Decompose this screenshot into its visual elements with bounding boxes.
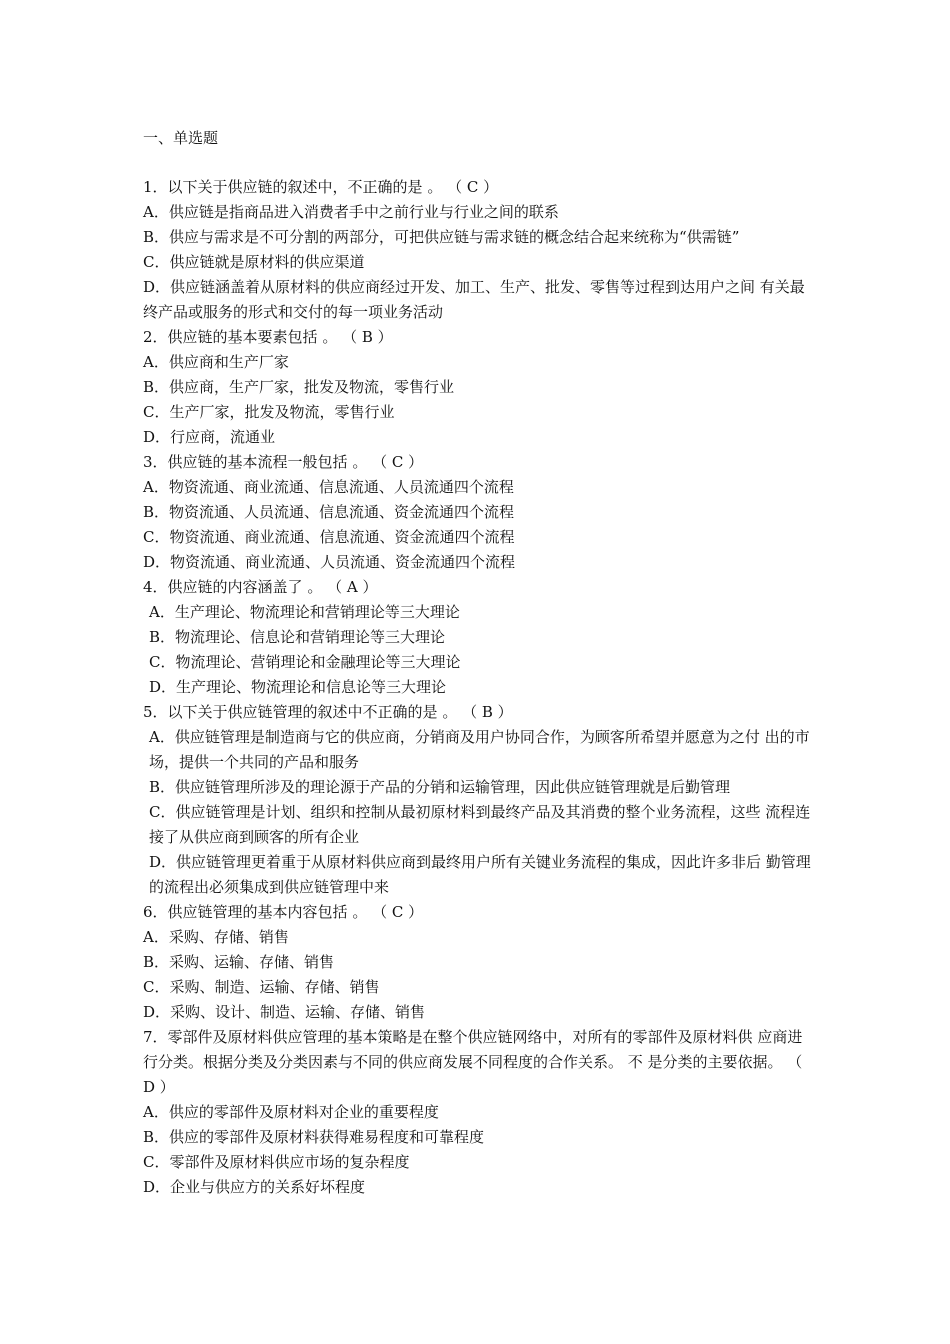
question-stem: 2．供应链的基本要素包括 。 （ B ） [143,328,393,346]
question-option: C．物资流通、商业流通、信息流通、资金流通四个流程 [143,528,515,546]
question-option: D．供应链管理更着重于从原材料供应商到最终用户所有关键业务流程的集成，因此许多非后 勤管理的流程出必须集成到供应链管理中来 [149,853,811,896]
question-option: D．生产理论、物流理论和信息论等三大理论 [149,678,447,696]
question-block-1 [143,175,815,325]
question-option: A．供应链是指商品进入消费者手中之前行业与行业之间的联系 [143,203,559,221]
question-block-4 [143,575,815,700]
question-option: A．生产理论、物流理论和营销理论等三大理论 [149,603,460,621]
question-block-6 [143,900,815,1025]
question-option: B．供应商，生产厂家，批发及物流，零售行业 [143,378,455,396]
question-block-2 [143,325,815,450]
question-option: A．供应链管理是制造商与它的供应商，分销商及用户协同合作，为顾客所希望并愿意为之付 出的市场，提供一个共同的产品和服务 [149,728,810,771]
question-block-3 [143,450,815,575]
question-option: B．物流理论、信息论和营销理论等三大理论 [149,628,446,646]
question-option: D．企业与供应方的关系好坏程度 [143,1178,366,1196]
question-option: C．采购、制造、运输、存储、销售 [143,978,380,996]
question-stem: 1．以下关于供应链的叙述中，不正确的是 。 （ C ） [143,178,499,196]
document-content [143,126,815,1200]
question-option: D．供应链涵盖着从原材料的供应商经过开发、加工、生产、批发、零售等过程到达用户之间 有关最终产品或服务的形式和交付的每一项业务活动 [143,278,805,321]
question-stem: 5．以下关于供应链管理的叙述中不正确的是 。 （ B ） [143,703,513,721]
section-title: 一、单选题 [143,129,219,147]
question-option: C．物流理论、营销理论和金融理论等三大理论 [149,653,461,671]
question-option: B．供应与需求是不可分割的两部分，可把供应链与需求链的概念结合起来统称为“供需链” [143,228,740,246]
question-option: B．采购、运输、存储、销售 [143,953,335,971]
question-option: B．供应的零部件及原材料获得难易程度和可靠程度 [143,1128,485,1146]
question-stem: 3．供应链的基本流程一般包括 。 （ C ） [143,453,424,471]
question-option: A．供应商和生产厂家 [143,353,289,371]
question-block-5 [143,700,815,900]
question-option: B．物资流通、人员流通、信息流通、资金流通四个流程 [143,503,515,521]
question-option: A．供应的零部件及原材料对企业的重要程度 [143,1103,439,1121]
question-option: C．零部件及原材料供应市场的复杂程度 [143,1153,410,1171]
question-stem: 4．供应链的内容涵盖了 。 （ A ） [143,578,378,596]
question-option: C．生产厂家，批发及物流，零售行业 [143,403,395,421]
question-option: C．供应链管理是计划、组织和控制从最初原材料到最终产品及其消费的整个业务流程，这些 流程连接了从供应商到顾客的所有企业 [149,803,811,846]
question-option: D．行应商，流通业 [143,428,276,446]
question-option: C．供应链就是原材料的供应渠道 [143,253,365,271]
question-option: D．物资流通、商业流通、人员流通、资金流通四个流程 [143,553,516,571]
question-option: B．供应链管理所涉及的理论源于产品的分销和运输管理，因此供应链管理就是后勤管理 [149,778,731,796]
question-option: A．物资流通、商业流通、信息流通、人员流通四个流程 [143,478,514,496]
question-option: A．采购、存储、销售 [143,928,289,946]
question-block-7 [143,1025,815,1200]
question-option: D．采购、设计、制造、运输、存储、销售 [143,1003,426,1021]
question-stem: 7．零部件及原材料供应管理的基本策略是在整个供应链网络中，对所有的零部件及原材料供 应商进行分类。根据分类及分类因素与不同的供应商发展不同程度的合作关系。 不 是分类的主要依据。 （ D ） [143,1028,808,1096]
question-stem: 6．供应链管理的基本内容包括 。 （ C ） [143,903,424,921]
